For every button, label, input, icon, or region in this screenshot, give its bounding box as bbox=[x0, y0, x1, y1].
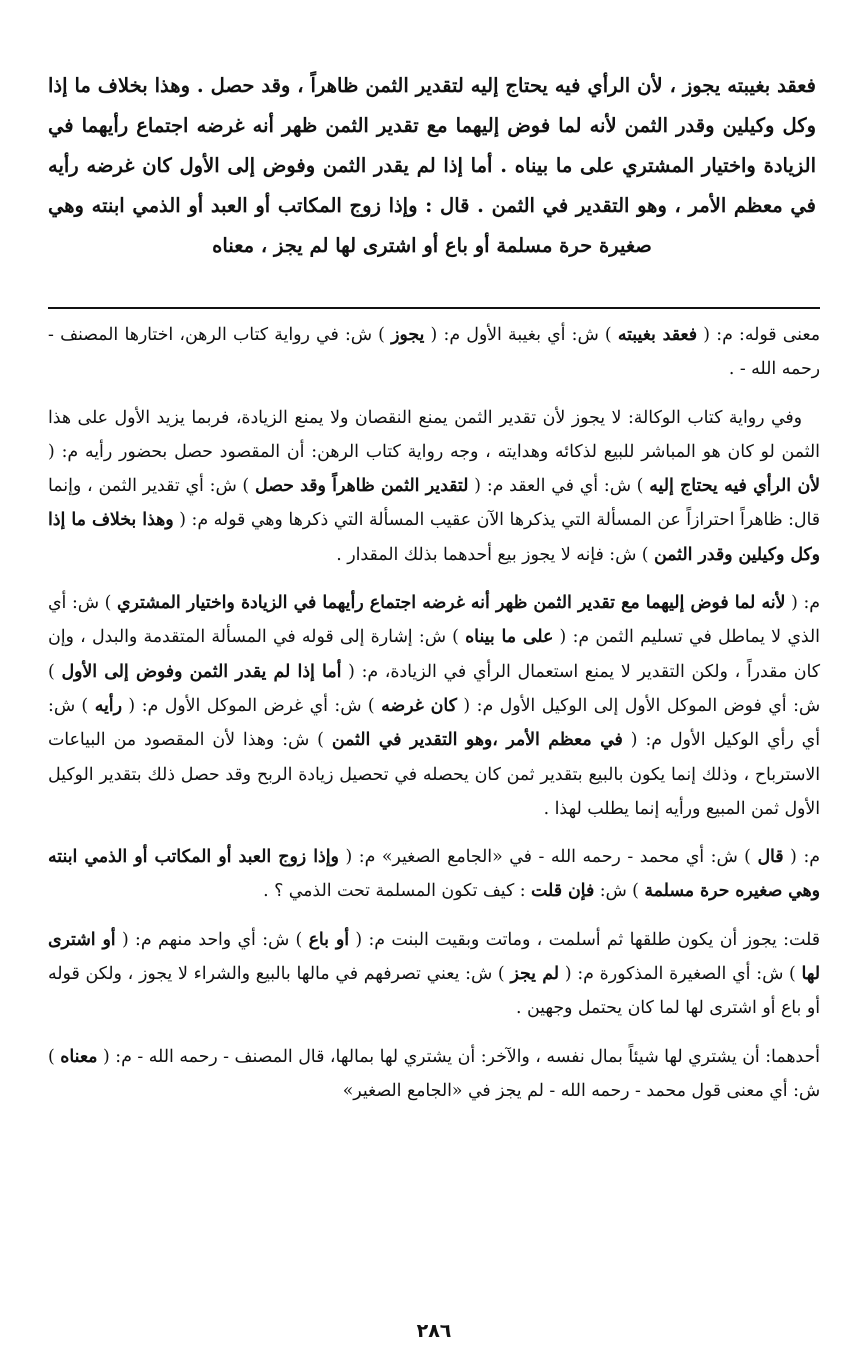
quoted-matn-segment: لأن الرأي فيه يحتاج إليه bbox=[649, 476, 821, 497]
commentary-segment: قلت: يجوز أن يكون طلقها ثم أسلمت ، وماتت وبقيت البنت م: ( bbox=[349, 929, 820, 950]
commentary-segment: م: ( bbox=[783, 847, 820, 868]
commentary-segment: ) ش: أي فوض الموكل الأول إلى الوكيل الأول م: ( bbox=[48, 661, 820, 716]
quoted-matn-segment: لم يجز bbox=[510, 964, 560, 985]
commentary-segment: ) ش: أي غرض الموكل الأول م: ( bbox=[121, 695, 382, 716]
page-number: ٢٨٦ bbox=[416, 1320, 452, 1342]
commentary-segment: ) ش: أي محمد - رحمه الله - في «الجامع الصغير» م: ( bbox=[338, 847, 758, 868]
quoted-matn-segment: وهذا بخلاف ما إذا وكل وكيلين وقدر الثمن bbox=[48, 510, 820, 565]
quoted-matn-segment: فعقد بغيبته bbox=[617, 325, 698, 345]
commentary-segment: ) ش: إشارة إلى قوله في المسألة المتقدمة والبدل ، وإن كان مقدراً ، ولكن التقدير لا يمنع استعمال الرأي في الزيادة، م: ( bbox=[48, 627, 820, 682]
commentary-segment: ) ش: أي رأي الوكيل الأول م: ( bbox=[48, 695, 821, 751]
commentary-paragraph-5 bbox=[48, 923, 820, 1026]
quoted-matn-segment: يجوز bbox=[391, 325, 425, 345]
commentary-segment: وفي رواية كتاب الوكالة: لا يجوز لأن تقدير الثمن يمنع النقصان ولا يمنع الزيادة، فربما يزيد الأول على هذا الثمن لو كان هو المباشر للبيع لذكائه وهدايته ، وجه رواية كتاب الرهن: أن المقصود حصل بحضور رأيه م: ( bbox=[48, 407, 820, 462]
main-text-matn: فعقد بغيبته يجوز ، لأن الرأي فيه يحتاج إليه لتقدير الثمن ظاهراً ، وقد حصل . وهذا بخلاف ما إذا وكل وكيلين وقدر الثمن لأنه لما فوض إليهما مع تقدير الثمن ظهر أنه غرضه اجتماع رأيهما في الزيادة واختيار المشتري على ما بيناه . أما إذا لم يقدر الثمن وفوض إلى الأول كان غرضه رأيه في معظم الأمر ، وهو التقدير في الثمن . قال : وإذا زوج المكاتب أو العبد أو الذمي ابنته وهي صغيرة حرة مسلمة أو باع أو اشترى لها لم يجز ، معناه bbox=[48, 74, 816, 257]
separator-rule bbox=[48, 307, 820, 309]
commentary-paragraph-1 bbox=[48, 318, 820, 387]
commentary-segment: ) ش: أي واحد منهم م: ( bbox=[115, 929, 309, 950]
quoted-matn-segment: أما إذا لم يقدر الثمن وفوض إلى الأول bbox=[61, 661, 342, 682]
commentary-segment: ) ش: bbox=[594, 881, 645, 902]
quoted-matn-segment: فإن قلت bbox=[531, 881, 595, 902]
quoted-matn-segment: وإذا زوج العبد أو المكاتب أو الذمي ابنته وهي صغيره حرة مسلمة bbox=[48, 847, 820, 902]
quoted-matn-segment: لأنه لما فوض إليهما مع تقدير الثمن ظهر أنه غرضه اجتماع رأيهما في الزيادة واختيار المشتري bbox=[116, 593, 786, 614]
commentary-paragraph-2 bbox=[48, 401, 820, 572]
commentary-segment: ) ش: أي الصغيرة المذكورة م: ( bbox=[559, 964, 802, 985]
commentary-paragraph-6 bbox=[48, 1040, 820, 1109]
commentary-segment: ) ش: أي تقدير الثمن ، وإنما قال: ظاهراً احترازاً عن المسألة التي يذكرها الآن عقيب المسألة التي ذكرها وهي قوله م: ( bbox=[48, 476, 820, 531]
quoted-matn-segment: معناه bbox=[60, 1046, 98, 1067]
quoted-matn-segment: قال bbox=[757, 847, 784, 868]
quoted-matn-segment: كان غرضه bbox=[381, 695, 457, 716]
commentary-segment: ) ش: وهذا لأن المقصود من البياعات الاسترباح ، وذلك إنما يكون بالبيع بتقدير ثمن كان يحصله في تحصيل زيادة الربح وقد حصل ذلك بتقدير الوكيل الأول ثمن المبيع ورأيه إنما يطلب لهذا . bbox=[48, 730, 820, 819]
commentary-segment: ) ش: فإنه لا يجوز بيع أحدهما بذلك المقدار . bbox=[336, 544, 654, 565]
commentary-segment: ) ش: يعني تصرفهم في مالها بالبيع والشراء لا يجوز ، ولكن قوله أو باع أو اشترى لها لما كان يحتمل وجهين . bbox=[48, 964, 820, 1019]
commentary-segment: ) ش: أي الذي لا يماطل في تسليم الثمن م: ( bbox=[48, 593, 820, 648]
quoted-matn-segment: في معظم الأمر ،وهو التقدير في الثمن bbox=[331, 730, 623, 751]
quoted-matn-segment: أو باع bbox=[308, 929, 350, 950]
commentary-segment: ) ش: في رواية كتاب الرهن، اختارها المصنف - رحمه الله - . bbox=[48, 325, 820, 380]
quoted-matn-segment: على ما بيناه bbox=[465, 627, 554, 648]
commentary-segment: معنى قوله: م: ( bbox=[697, 325, 820, 345]
commentary-paragraph-4 bbox=[48, 840, 820, 909]
quoted-matn-segment: رأيه bbox=[94, 695, 122, 716]
commentary-paragraph-3 bbox=[48, 586, 820, 826]
commentary-sharh bbox=[48, 318, 820, 1122]
commentary-segment: ) ش: أي في العقد م: ( bbox=[468, 476, 650, 497]
commentary-segment: : كيف تكون المسلمة تحت الذمي ؟ . bbox=[263, 881, 532, 902]
quoted-matn-segment: لتقدير الثمن ظاهراً وقد حصل bbox=[255, 476, 469, 497]
quoted-matn-segment: أو اشترى لها bbox=[48, 929, 820, 985]
commentary-segment: ) ش: أي معنى قول محمد - رحمه الله - لم يجز في «الجامع الصغير» bbox=[48, 1046, 820, 1101]
commentary-segment: أحدهما: أن يشتري لها شيئاً بمال نفسه ، والآخر: أن يشتري لها بمالها، قال المصنف - رحمه الله - م: ( bbox=[97, 1046, 820, 1067]
commentary-segment: م: ( bbox=[785, 593, 820, 614]
commentary-segment: ) ش: أي بغيبة الأول م: ( bbox=[424, 325, 618, 345]
